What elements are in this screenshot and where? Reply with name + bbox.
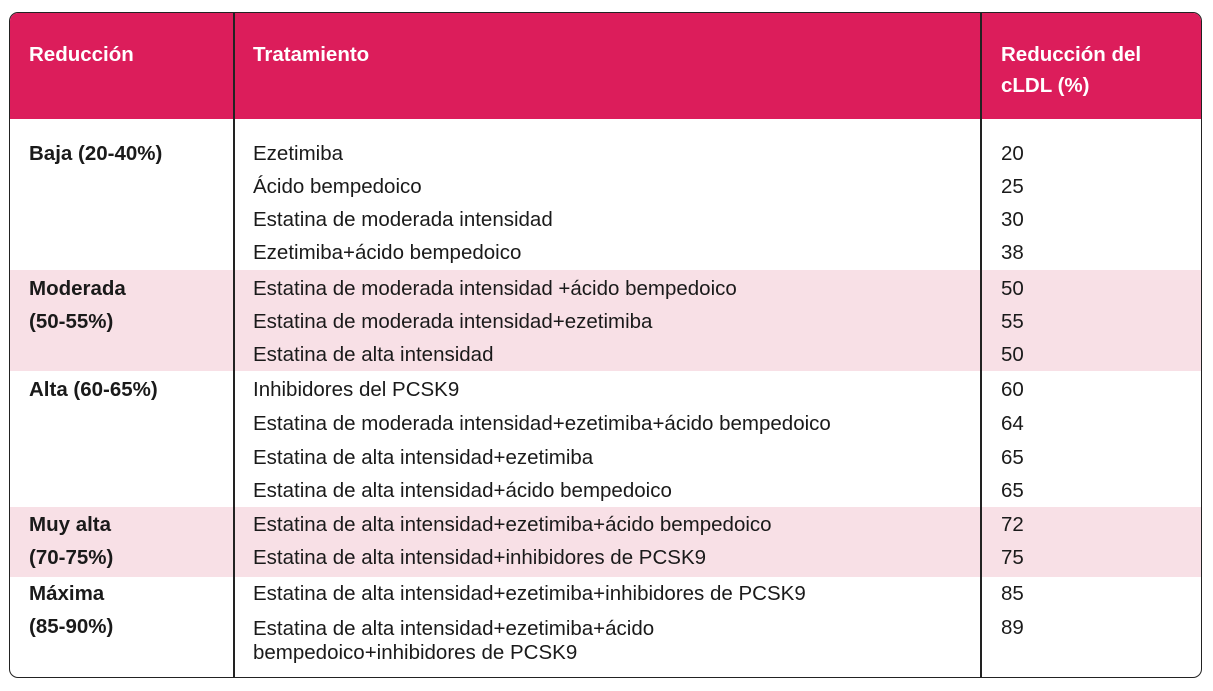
value-cell: 89 [1001,616,1024,639]
value-cell: 20 [1001,142,1024,165]
header-tratamiento: Tratamiento [253,43,370,66]
value-cell: 65 [1001,479,1024,502]
treatment-cell: Estatina de alta intensidad+ácido bempedoico [253,479,672,502]
value-cell: 60 [1001,378,1024,401]
treatment-cell: Inhibidores del PCSK9 [253,378,460,401]
table-row [10,236,1201,269]
group-baja [10,137,1201,270]
value-cell: 25 [1001,175,1024,198]
table-row [10,541,1201,574]
header-cldl-line1: Reducción del [1001,43,1142,66]
treatment-cell: Estatina de moderada intensidad+ezetimiba [253,310,653,333]
category-label: Alta (60-65%) [29,378,158,401]
table-row [10,272,1201,305]
group-muy-alta [10,507,1201,577]
table-row [10,305,1201,338]
table-row [10,203,1201,236]
header-reduccion: Reducción [29,43,134,66]
treatment-cell: Estatina de moderada intensidad +ácido bempedoico [253,277,737,300]
value-cell: 75 [1001,546,1024,569]
treatment-cell: Estatina de moderada intensidad+ezetimiba+ácido bempedoico [253,412,831,435]
table-row [10,373,1201,406]
table-row [10,338,1201,371]
value-cell: 65 [1001,446,1024,469]
table-row [10,577,1201,610]
value-cell: 85 [1001,582,1024,605]
treatment-cell: Estatina de alta intensidad+ezetimiba [253,446,594,469]
category-label: Máxima (85-90%) [29,582,114,638]
value-cell: 50 [1001,277,1024,300]
group-alta [10,371,1201,507]
treatment-cell: Estatina de moderada intensidad [253,208,553,231]
table-row [10,407,1201,440]
table-row [10,508,1201,541]
reduction-table [9,12,1202,678]
value-cell: 30 [1001,208,1024,231]
value-cell: 72 [1001,513,1024,536]
category-label: Moderada (50-55%) [29,277,126,333]
table-row [10,170,1201,203]
category-label: Muy alta (70-75%) [29,513,114,569]
group-moderada [10,270,1201,371]
treatment-cell: Estatina de alta intensidad+ezetimiba+ácido bempedoico+inhibidores de PCSK9 [253,617,655,664]
value-cell: 38 [1001,241,1024,264]
header-cldl [1001,39,1141,101]
table-row [10,441,1201,474]
treatment-cell: Ezetimiba+ácido bempedoico [253,241,522,264]
table-row [10,137,1201,170]
column-divider [233,13,235,677]
column-divider [980,13,982,677]
table-header [10,13,1201,119]
treatment-cell: Estatina de alta intensidad+ezetimiba+inhibidores de PCSK9 [253,582,806,605]
treatment-cell: Estatina de alta intensidad+ezetimiba+ácido bempedoico [253,513,772,536]
table-row [10,474,1201,507]
group-maxima [10,577,1201,678]
value-cell: 64 [1001,412,1024,435]
treatment-cell: Estatina de alta intensidad [253,343,494,366]
category-label: Baja (20-40%) [29,142,163,165]
value-cell: 55 [1001,310,1024,333]
table-row [10,611,1201,671]
header-cldl-line2: cLDL (%) [1001,74,1090,97]
value-cell: 50 [1001,343,1024,366]
treatment-cell: Ácido bempedoico [253,175,422,198]
treatment-cell: Estatina de alta intensidad+inhibidores de PCSK9 [253,546,707,569]
treatment-cell: Ezetimiba [253,142,344,165]
